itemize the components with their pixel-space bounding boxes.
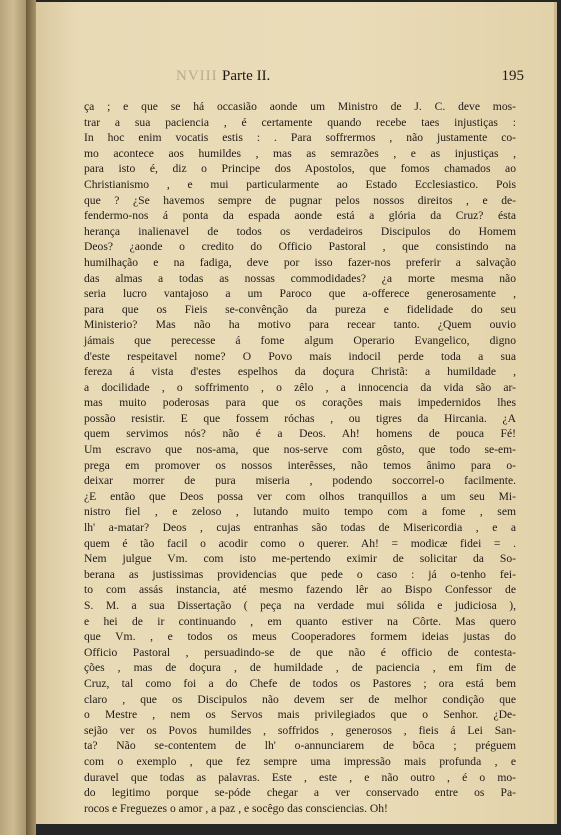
text-line: que ? ¿Se havemos sempre de pugnar pelos nossos direitos , e de- xyxy=(84,193,516,207)
text-line: prega em promover os nossos interêsses, não temos ânimo para o- xyxy=(84,458,516,472)
page-number: 195 xyxy=(501,68,524,84)
text-line: e hei de ir continuando , em quanto estiver na Côrte. Mas quero xyxy=(84,614,516,628)
text-line: berana as justissimas providencias que pede o caso : já o-tenho fei- xyxy=(84,567,516,581)
text-line: nistro fiel , e zeloso , lutando muito tempo com a fome , sem xyxy=(84,505,516,519)
text-line: das almas a todas as nossas commodidades? ¿a morte mesma não xyxy=(84,271,516,285)
text-line: Officio Pastoral , persuadindo-se de que não é officio de contesta- xyxy=(84,645,516,659)
text-line: fendermo-nos á ponta da espada aonde está a glória da Cruz? ésta xyxy=(84,209,516,223)
text-line: para isto é, diz o Principe dos Apostolos, que fomos chamados ao xyxy=(84,162,516,176)
text-line: mo acontece aos humildes , mas as semrazões , e as injustiças , xyxy=(84,146,516,160)
text-line: Nem julgue Vm. com isto me-pertendo eximir de solicitar da So- xyxy=(84,552,516,566)
text-line: rocos e Freguezes o amor , a paz , e socêgo das consciencias. Oh! xyxy=(84,801,388,815)
text-line: In hoc enim vocatis estis : . Para soffrermos , não justamente co- xyxy=(84,131,516,145)
body-text xyxy=(84,99,516,816)
book-gutter xyxy=(26,0,36,835)
text-line: para que os Fieis se-convênção da pureza e fidelidade do seu xyxy=(84,302,516,316)
facing-page-edge xyxy=(0,0,26,835)
text-line: quem servimos nós? não é a Deos. Ah! homens de pouca Fé! xyxy=(84,427,516,441)
text-line: Deos? ¿aonde o credito do Officio Pastoral , que consistindo na xyxy=(84,240,516,254)
running-head: Parte II. xyxy=(222,68,271,84)
text-line: quem é tão facil o acodir como o querer. Ah! = modicæ fidei = . xyxy=(84,536,516,550)
text-line: d'este respeitavel nome? O Povo mais indocil perde toda a sua xyxy=(84,349,516,363)
text-line: que Vm. , e todos os meus Cooperadores formem ideias justas do xyxy=(84,630,516,644)
text-line: seria lucro vantajoso a um Paroco que a-offerece generosamente , xyxy=(84,287,516,301)
text-line: Um escravo que nos-ama, que nos-serve com gôsto, que todo se-em- xyxy=(84,443,516,457)
text-line: do legitimo porque se-póde chegar a ver conservado entre os Pa- xyxy=(84,786,516,800)
text-line: ções , mas de doçura , de humildade , de paciencia , em fim de xyxy=(84,661,516,675)
text-line: Cruz, tal como foi a do Chefe de todos os Pastores ; ora está bem xyxy=(84,676,516,690)
text-line: o Mestre , nem os Servos mais privilegiados que o Senhor. ¿De- xyxy=(84,708,516,722)
text-line: humilhação e na fadiga, deve por isso fazer-nos preferir a salvação xyxy=(84,255,516,269)
show-through-text: NVIII xyxy=(176,68,218,84)
text-line: Ministerio? Mas não ha motivo para recear tanto. ¿Quem ouvio xyxy=(84,318,516,332)
page-header xyxy=(36,68,554,88)
text-line: claro , que os Discipulos não devem ser de melhor condição que xyxy=(84,692,516,706)
text-line: jámais que perecesse á fome algum Operario Evangelico, digno xyxy=(84,333,516,347)
text-line: sejão ver os Povos humildes , soffridos , generosos , fieis á Lei San- xyxy=(84,723,516,737)
text-line: deixar morrer de pura miseria , podendo soccorrel-o facilmente. xyxy=(84,474,516,488)
text-line: herança inalienavel de todos os verdadeiros Discipulos do Homem xyxy=(84,224,516,238)
text-line: com o exemplo , que fez sempre uma impressão mais profunda , e xyxy=(84,754,516,768)
book-page xyxy=(36,2,557,824)
text-line: to com assás instancia, até mesmo fazendo lêr ao Bispo Confessor de xyxy=(84,583,516,597)
text-line: S. M. a sua Dissertação ( peça na verdade mui sólida e judiciosa ), xyxy=(84,599,516,612)
text-line: fereza á vista d'estes espelhos da doçura Christã: a humildade , xyxy=(84,365,516,379)
text-line: duravel que todas as palavras. Este , este , e não outro , é o mo- xyxy=(84,770,516,784)
text-line: mas muito poderosas para que os corações mais impedernidos lhes xyxy=(84,396,516,410)
text-line: a docilidade , o soffrimento , o zêlo , a innocencia da vida são ar- xyxy=(84,380,516,394)
text-line: lh' a-matar? Deos , cujas entranhas são todas de Misericordia , e a xyxy=(84,521,516,535)
text-line: ça ; e que se há occasião aonde um Ministro de J. C. deve mos- xyxy=(84,100,516,113)
text-line: ¿E então que Deos possa ver com olhos tranquillos a um seu Mi- xyxy=(84,489,516,503)
text-line: trar a sua paciencia , é certamente quando recebe taes injustiças : xyxy=(84,115,516,129)
text-line: possão resistir. E que fossem róchas , ou tigres da Hircania. ¿A xyxy=(84,411,516,425)
text-line: ta? Não se-contentem de lh' o-annunciarem de bôca ; préguem xyxy=(84,739,516,753)
text-line: Christianismo , e mui particularmente ao Estado Ecclesiastico. Pois xyxy=(84,177,516,191)
